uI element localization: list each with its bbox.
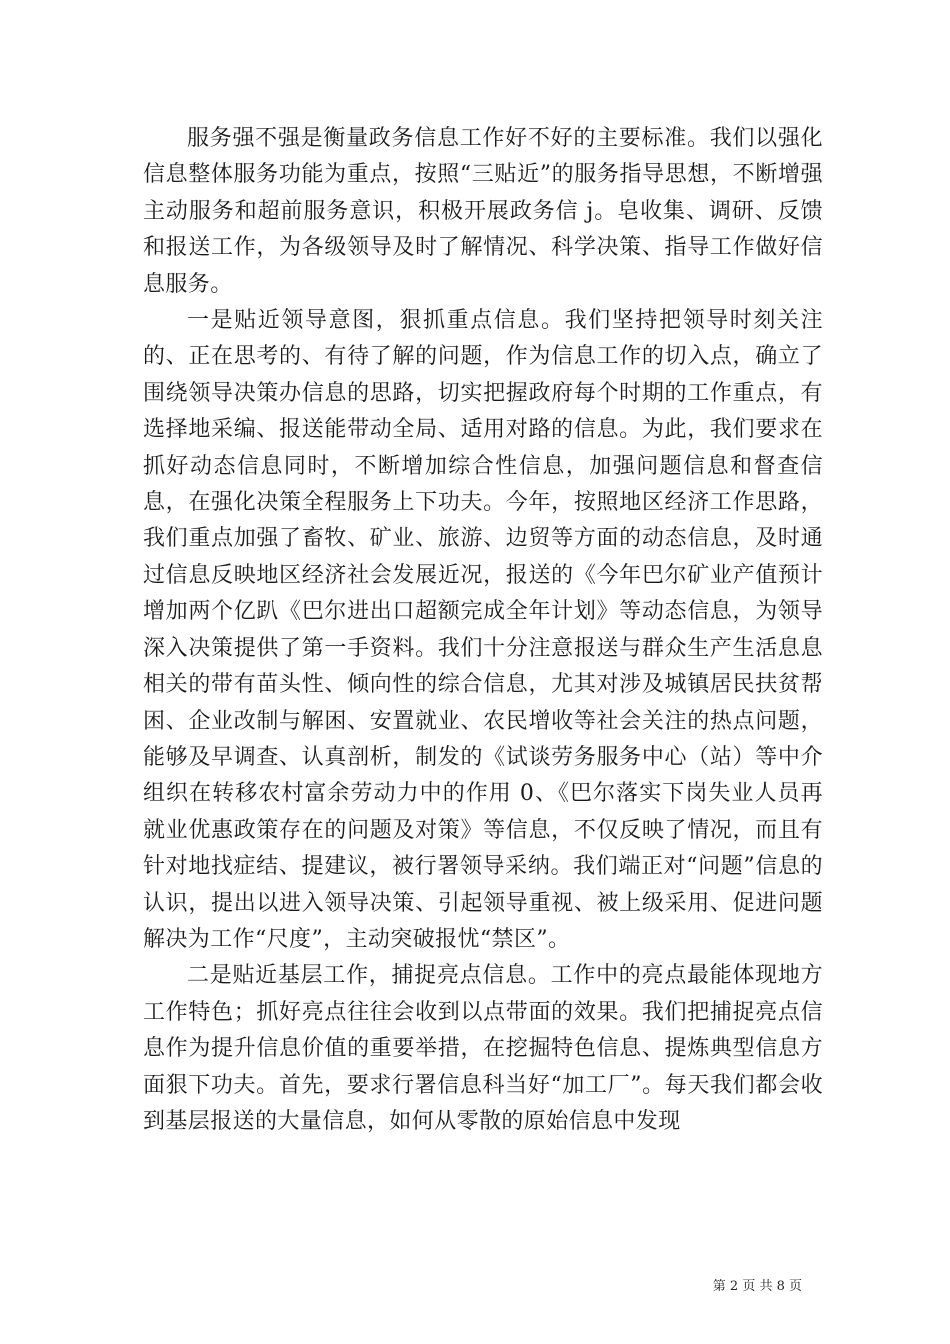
paragraph-service-standard: 服务强不强是衡量政务信息工作好不好的主要标准。我们以强化信息整体服务功能为重点，按照“三贴近”的服务指导思想，不断增强主动服务和超前服务意识，积极开展政务信 j。皂收集、调研、反馈和报送工作，为各级领导及时了解情况、科学决策、指导工作做好信息服务。 [143,126,823,297]
page-number-footer: 第 2 页 共 8 页 [712,1279,802,1294]
document-body [143,121,823,1140]
paragraph-grassroots-work: 二是贴近基层工作，捕捉亮点信息。工作中的亮点最能体现地方工作特色；抓好亮点往往会收到以点带面的效果。我们把捕捉亮点信息作为提升信息价值的重要举措，在挖掘特色信息、提炼典型信息方面狠下功夫。首先，要求行署信息科当好“加工厂”。每天我们都会收到基层报送的大量信息，如何从零散的原始信息中发现 [143,963,823,1134]
paragraph-leadership-focus: 一是贴近领导意图，狠抓重点信息。我们坚持把领导时刻关注的、正在思考的、有待了解的问题，作为信息工作的切入点，确立了围绕领导决策办信息的思路，切实把握政府每个时期的工作重点，有选择地采编、报送能带动全局、适用对路的信息。为此，我们要求在抓好动态信息同时，不断增加综合性信息，加强问题信息和督查信息，在强化决策全程服务上下功夫。今年，按照地区经济工作思路，我们重点加强了畜牧、矿业、旅游、边贸等方面的动态信息，及时通过信息反映地区经济社会发展近况，报送的《今年巴尔矿业产值预计增加两个亿趴《巴尔进出口超额完成全年计划》等动态信息，为领导深入决策提供了第一手资料。我们十分注意报送与群众生产生活息息相关的带有苗头性、倾向性的综合信息，尤其对涉及城镇居民扶贫帮困、企业改制与解困、安置就业、农民增收等社会关注的热点问题，能够及早调查、认真剖析，制发的《试谈劳务服务中心（站）等中介组织在转移农村富余劳动力中的作用 0、《巴尔落实下岗失业人员再就业优惠政策存在的问题及对策》等信息，不仅反映了情况，而且有针对地找症结、提建议，被行署领导采纳。我们端正对“问题”信息的认识，提出以进入领导决策、引起领导重视、被上级采用、促进问题解决为工作“尺度”，主动突破报忧“禁区”。 [143,308,823,952]
